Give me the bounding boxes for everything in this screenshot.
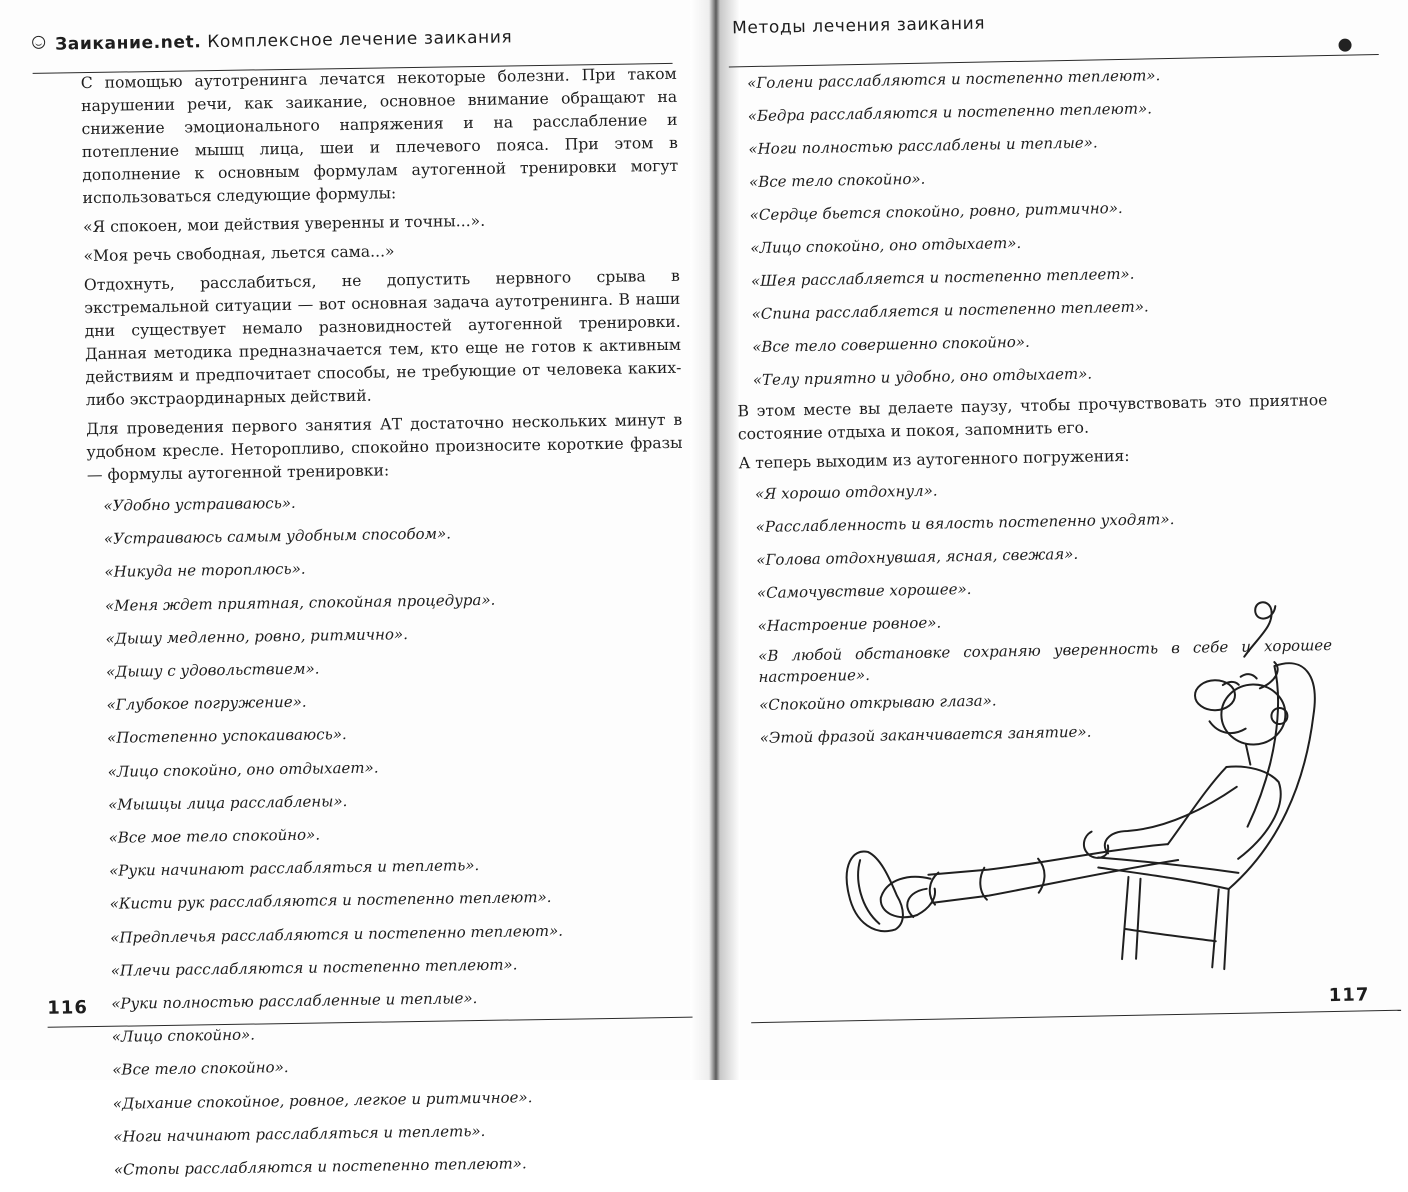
shoe-sole (858, 860, 879, 924)
formula-line: «Самочувствие хорошее». (756, 579, 972, 603)
formula-line: «Лицо спокойно». (111, 1025, 256, 1047)
closed-eye (1241, 674, 1257, 679)
formula-line: «Спина расслабляется и постепенно теплеет». (751, 297, 1149, 324)
chair-leg (1135, 879, 1143, 959)
right-running-head: Методы лечения заикания (731, 13, 986, 39)
thought-curl (1243, 602, 1276, 657)
left-running-head (32, 27, 512, 55)
formula-line: «Все тело спокойно». (748, 169, 926, 192)
formula-list (87, 484, 694, 1185)
cuff (980, 868, 987, 900)
formula-line: «Предплечья расслабляются и постепенно теплеют». (110, 921, 564, 947)
paragraph: «Моя речь свободная, льется сама...» (83, 242, 395, 266)
brand-name: Заикание.net. (55, 32, 202, 55)
formula-line: «Глубокое погружение». (106, 692, 307, 715)
formula-line: «Ноги начинают расслабляться и теплеть». (113, 1121, 486, 1146)
shoe (907, 889, 927, 917)
chair-back (1244, 666, 1280, 827)
formula-line: «Стопы расслабляются и постепенно теплеют». (113, 1154, 527, 1179)
formula-line: «Дыхание спокойное, ровное, легкое и ритмичное». (112, 1087, 533, 1113)
formula-line: «Мышцы лица расслаблены». (107, 791, 348, 814)
formula-line: «Кисти рук расслабляются и постепенно теплеют». (109, 888, 552, 914)
formula-line: «Лицо спокойно, оно отдыхает». (107, 758, 379, 781)
paragraph: А теперь выходим из аутогенного погружения: (738, 446, 1130, 473)
formula-line: «Руки полностью расслабленные и теплые». (111, 989, 478, 1013)
formula-line: «Этой фразой заканчивается занятие». (759, 722, 1092, 747)
formula-line: «Сердце бьется спокойно, ровно, ритмично». (749, 198, 1123, 225)
chair-leg (1120, 877, 1130, 959)
formula-line: «Дышу с удовольствием». (105, 659, 320, 681)
formula-line: «Меня ждет приятная, спокойная процедура». (104, 590, 496, 615)
leg (928, 844, 1168, 875)
formula-line: «Голова отдохнувшая, ясная, свежая». (756, 544, 1079, 570)
formula-line: «Удобно устраиваюсь». (103, 493, 296, 515)
paragraph: С помощью аутотренинга лечатся некоторые болезни. При таком нарушении речи, как заикание, основное внимание обращают на снижение эмоционального напряжения и на расслабление и потепление мышц лица, шеи и плечевого пояса. При этом в дополнение к основным формулам аутогенной тренировки могут использоваться следующие формулы: (80, 64, 679, 208)
chair-leg (1223, 889, 1231, 969)
head (1221, 684, 1286, 745)
formula-line: «В любой обстановке сохраняю уверенность в себе и хорошее настроение». (757, 635, 1333, 687)
formula-line: «Настроение ровное». (757, 613, 942, 636)
formula-line: «Бедра расслабляются и постепенно теплеют». (747, 99, 1153, 126)
formula-line: «Плечи расслабляются и постепенно теплеют». (110, 955, 518, 980)
formula-line: «Расслабленность и вялость постепенно уходят». (755, 509, 1175, 537)
leg (932, 860, 1179, 903)
formula-line: «Никуда не тороплюсь». (104, 560, 306, 582)
paragraph: В этом месте вы делаете паузу, чтобы прочувствовать это приятное состояние отдыха и покоя, запомнить его. (737, 391, 1328, 444)
formula-line: «Устраиваюсь самым удобным способом». (103, 524, 452, 549)
formula-line: «Дышу медленно, ровно, ритмично». (105, 624, 409, 648)
leg-crease (1038, 859, 1045, 893)
formula-line: «Все мое тело спокойно». (108, 825, 321, 847)
paragraph: «Я спокоен, мои действия уверенны и точны...». (82, 211, 486, 237)
formula-line: «Спокойно открываю глаза». (758, 691, 997, 714)
relaxing-man-illustration (803, 595, 1350, 985)
page-number: 116 (47, 997, 89, 1019)
chair-leg (1211, 889, 1220, 967)
smiley-logo-icon (32, 36, 45, 49)
bullet-logo-icon (1338, 39, 1351, 52)
chair-seat (1098, 855, 1238, 876)
footer-rule (751, 1010, 1401, 1023)
formula-line: «Все тело совершенно спокойно». (752, 332, 1030, 357)
book-title: Комплексное лечение заикания (201, 27, 513, 53)
formula-line: «Я хорошо отдохнул». (754, 481, 938, 504)
formula-line: «Ноги полностью расслаблены и теплые». (748, 133, 1098, 159)
paragraph: Отдохнуть, расслабиться, не допустить нервного срыва в экстремальной ситуации — вот основная задача аутотренинга. В наши дни существует немало разновидностей аутогенной тренировки. Данная методика предназначается тем, кто еще не готов к активным действиям и предпочитает способы, не требующие от человека каких-либо экстраординарных действий. (83, 266, 682, 410)
right-page (720, 0, 1408, 1086)
formula-line: «Телу приятно и удобно, оно отдыхает». (752, 364, 1093, 390)
paragraph: Для проведения первого занятия АТ достаточно нескольких минут в удобном кресле. Неторопливо, спокойно произносите короткие фразы — формулы аутогенной тренировки: (86, 410, 683, 485)
formula-line: «Лицо спокойно, оно отдыхает». (750, 233, 1022, 258)
left-page (0, 0, 708, 1179)
neck (1246, 745, 1250, 765)
formula-line: «Голени расслабляются и постепенно теплеют». (746, 66, 1161, 93)
page-number: 117 (1328, 984, 1370, 1007)
chair-brace (1125, 927, 1215, 943)
formula-line: «Руки начинают расслабляться и теплеть». (109, 856, 480, 881)
formula-line: «Все тело спокойно». (112, 1058, 289, 1080)
arm (1104, 787, 1238, 854)
formula-line: «Шея расслабляется и постепенно теплеет». (750, 264, 1135, 291)
formula-line: «Постепенно успокаиваюсь». (106, 725, 347, 748)
torso (1166, 767, 1227, 844)
